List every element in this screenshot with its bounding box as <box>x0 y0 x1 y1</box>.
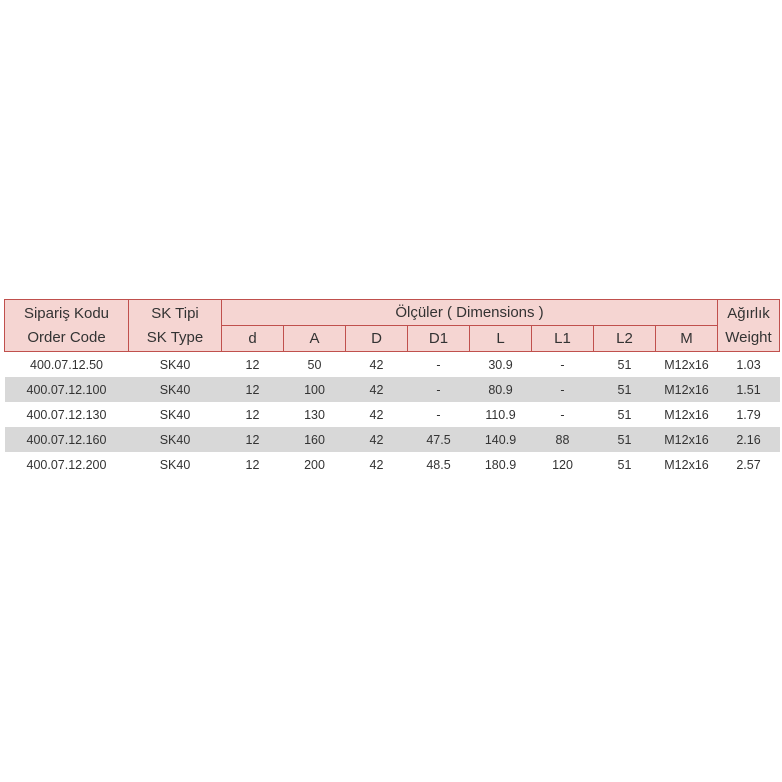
cell-L: 110.9 <box>485 407 516 422</box>
cell-L1: - <box>560 407 565 422</box>
cell-L2: 51 <box>617 457 632 472</box>
cell-L: 140.9 <box>470 427 532 452</box>
cell-weight: 1.03 <box>736 357 761 372</box>
cell-order-code: 400.07.12.100 <box>5 377 129 402</box>
sk-type-header-tr: SK Tipi <box>151 304 199 322</box>
cell-weight: 1.51 <box>718 377 780 402</box>
cell-sk-type: SK40 <box>159 457 191 472</box>
table-row <box>5 452 780 477</box>
table-header <box>5 300 780 352</box>
cell-D1: - <box>436 357 441 372</box>
dim-header-D1: D1 <box>408 326 470 352</box>
table-row <box>5 427 780 452</box>
order-code-header-en: Order Code <box>27 328 106 346</box>
dim-header-d: d <box>222 326 284 352</box>
cell-d: 12 <box>245 407 260 422</box>
table-row <box>5 402 780 427</box>
cell-A: 200 <box>304 457 325 472</box>
cell-L2: 51 <box>594 427 656 452</box>
cell-sk-type: SK40 <box>159 407 191 422</box>
weight-header-tr: Ağırlık <box>727 304 770 322</box>
cell-D: 42 <box>369 357 384 372</box>
cell-L1: - <box>532 377 594 402</box>
cell-sk-type: SK40 <box>159 357 191 372</box>
cell-D: 42 <box>369 407 384 422</box>
cell-M: M12x16 <box>664 357 709 372</box>
cell-L1: 88 <box>532 427 594 452</box>
weight-header <box>718 300 780 352</box>
cell-M: M12x16 <box>664 457 709 472</box>
cell-L1: - <box>560 357 565 372</box>
cell-A: 160 <box>284 427 346 452</box>
cell-weight: 2.57 <box>736 457 761 472</box>
cell-L2: 51 <box>594 377 656 402</box>
cell-M: M12x16 <box>656 427 718 452</box>
cell-M: M12x16 <box>664 407 709 422</box>
dim-header-A: A <box>284 326 346 352</box>
cell-sk-type: SK40 <box>129 377 222 402</box>
dim-header-L1: L1 <box>532 326 594 352</box>
cell-L: 80.9 <box>470 377 532 402</box>
dim-header-M: M <box>656 326 718 352</box>
cell-d: 12 <box>222 427 284 452</box>
dimensions-header: Ölçüler ( Dimensions ) <box>222 300 718 326</box>
cell-d: 12 <box>245 357 260 372</box>
cell-D1: 48.5 <box>426 457 451 472</box>
cell-order-code: 400.07.12.130 <box>26 407 107 422</box>
dim-header-L: L <box>470 326 532 352</box>
cell-D1: - <box>408 377 470 402</box>
cell-A: 130 <box>304 407 325 422</box>
cell-D1: - <box>436 407 441 422</box>
cell-sk-type: SK40 <box>129 427 222 452</box>
cell-d: 12 <box>245 457 260 472</box>
order-code-header-tr: Sipariş Kodu <box>23 304 110 322</box>
cell-A: 100 <box>284 377 346 402</box>
cell-order-code: 400.07.12.160 <box>5 427 129 452</box>
dim-header-D: D <box>346 326 408 352</box>
cell-D: 42 <box>346 427 408 452</box>
cell-A: 50 <box>307 357 322 372</box>
cell-L2: 51 <box>617 357 632 372</box>
cell-L2: 51 <box>617 407 632 422</box>
weight-header-en: Weight <box>725 328 772 346</box>
cell-L: 180.9 <box>484 457 517 472</box>
sk-type-header <box>129 300 222 352</box>
table-row <box>5 352 780 378</box>
dim-header-L2: L2 <box>594 326 656 352</box>
cell-L1: 120 <box>552 457 573 472</box>
cell-weight: 2.16 <box>718 427 780 452</box>
cell-order-code: 400.07.12.200 <box>26 457 107 472</box>
cell-M: M12x16 <box>656 377 718 402</box>
cell-d: 12 <box>222 377 284 402</box>
order-code-header <box>5 300 129 352</box>
cell-D: 42 <box>346 377 408 402</box>
table-body <box>5 352 780 478</box>
cell-weight: 1.79 <box>736 407 761 422</box>
dimensions-table <box>4 299 780 477</box>
cell-L: 30.9 <box>488 357 513 372</box>
cell-D1: 47.5 <box>408 427 470 452</box>
cell-D: 42 <box>369 457 384 472</box>
sk-type-header-en: SK Type <box>146 328 204 346</box>
table-row <box>5 377 780 402</box>
cell-order-code: 400.07.12.50 <box>30 357 103 372</box>
